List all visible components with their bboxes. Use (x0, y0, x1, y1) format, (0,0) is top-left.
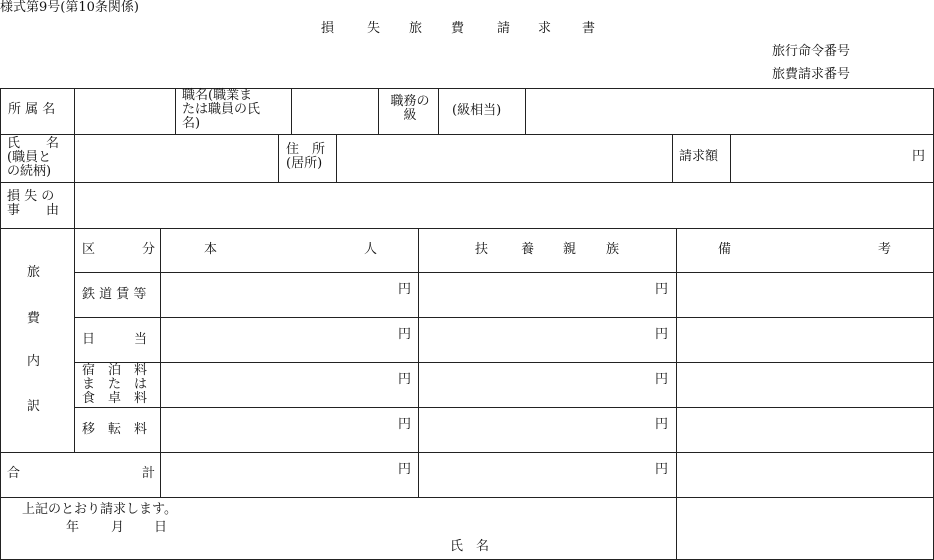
relocation-fee-family-yen: 円 (655, 417, 669, 432)
daily-allowance-label: 日 当 (82, 332, 148, 347)
stamp-area[interactable] (678, 499, 932, 557)
remarks-field[interactable] (678, 274, 932, 496)
total-family-field[interactable] (420, 454, 674, 496)
daily-allowance-self-field[interactable] (162, 319, 416, 361)
relocation-fee-label: 移 転 料 (82, 422, 148, 437)
lodging-meal-self-field[interactable] (162, 364, 416, 406)
claim-amount-field[interactable] (731, 135, 931, 181)
lodging-meal-label: 宿 泊 料 ま た は 食 卓 料 (82, 363, 148, 406)
position-field[interactable] (292, 89, 377, 133)
form-number: 様式第9号(第10条関係) (0, 0, 139, 15)
affiliation-field[interactable] (76, 89, 174, 133)
claim-statement: 上記のとおり請求します。 (22, 502, 177, 517)
loss-reason-field[interactable] (76, 183, 932, 227)
lodging-meal-family-field[interactable] (420, 364, 674, 406)
grade-equivalent-text: (級相当) (452, 103, 502, 118)
position-label: 職名(職業ま たは職員の氏 名) (182, 88, 261, 131)
affiliation-label: 所 属 名 (8, 102, 56, 117)
relocation-fee-self-field[interactable] (162, 409, 416, 451)
total-family-yen: 円 (655, 462, 669, 477)
daily-allowance-self-yen: 円 (398, 327, 412, 342)
total-self-yen: 円 (398, 462, 412, 477)
name-label: 氏 名 (職員と の続柄) (7, 136, 60, 179)
address-field[interactable] (337, 135, 671, 181)
railway-fare-family-yen: 円 (655, 282, 669, 297)
claim-amount-yen: 円 (912, 149, 926, 164)
claim-amount-label: 請求額 (679, 149, 719, 164)
railway-fare-self-yen: 円 (398, 282, 412, 297)
grade-field[interactable] (526, 89, 932, 133)
claimant-name-field[interactable] (500, 536, 670, 556)
travel-claim-number-label: 旅費請求番号 (772, 67, 851, 82)
relocation-fee-family-field[interactable] (420, 409, 674, 451)
relocation-fee-self-yen: 円 (398, 417, 412, 432)
grade-label: 職務の 級 (390, 94, 430, 123)
travel-order-number-label: 旅行命令番号 (772, 44, 851, 59)
daily-allowance-family-field[interactable] (420, 319, 674, 361)
daily-allowance-family-yen: 円 (655, 327, 669, 342)
address-label: 住 所 (居所) (286, 142, 326, 171)
railway-fare-self-field[interactable] (162, 274, 416, 316)
total-self-field[interactable] (162, 454, 416, 496)
loss-reason-label: 損 失 の 事 由 (7, 189, 60, 218)
claimant-name-label: 氏 名 (450, 539, 490, 554)
lodging-meal-family-yen: 円 (655, 372, 669, 387)
name-field[interactable] (76, 135, 277, 181)
lodging-meal-self-yen: 円 (398, 372, 412, 387)
railway-fare-family-field[interactable] (420, 274, 674, 316)
railway-fare-label: 鉄 道 賃 等 (82, 287, 147, 302)
